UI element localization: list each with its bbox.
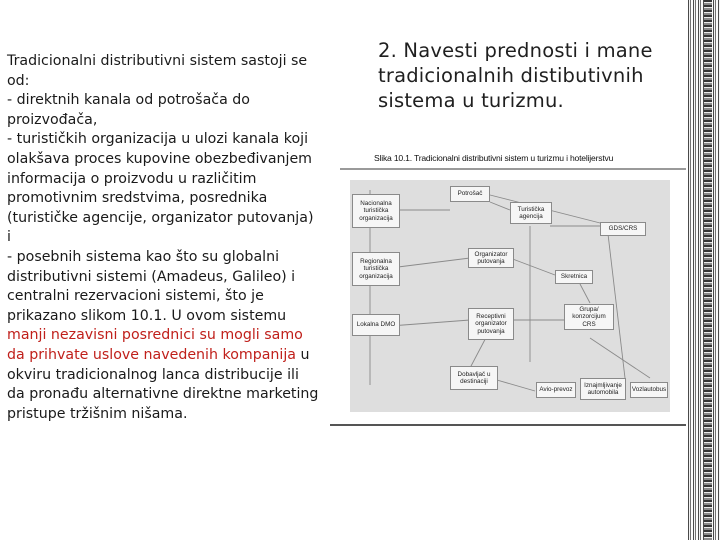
figure-caption: Slika 10.1. Tradicionalni distributivni sistem u turizmu i hotelijerstvu (374, 153, 614, 163)
slide-title: 2. Navesti prednosti i mane tradicionalnih distibutivnih sistema u turizmu. (378, 39, 653, 112)
box-iznajmljivanje: Iznajmljivanje automobila (580, 378, 626, 400)
box-vozlatobus: Vozlautobus (630, 382, 668, 398)
decorative-right-border-inner (704, 0, 712, 540)
connector-organizator-skretnica (510, 258, 555, 275)
box-turisticka-agencija: Turistička agencija (510, 202, 552, 224)
paragraph-tourist-orgs: - turističkih organizacija u ulozi kanala koji olakšava proces kupovine obezbeđivanjem informacija o proizvodu u različitim promotivnim sredstvima, posrednika (turističke agencije, organizator putovanja) i (7, 131, 314, 246)
box-dobavljac: Dobavljač u destinaciji (450, 366, 498, 390)
connector-regionalna-organizator (390, 258, 470, 268)
box-nacionalna: Nacionalna turistička organizacija (352, 194, 400, 228)
decorative-right-border (688, 0, 720, 540)
connector-grupa-vozlatobus (590, 338, 650, 378)
paragraph-direct-channels: - direktnih kanala od potrošača do proizvođača, (7, 92, 250, 128)
body-text (7, 52, 319, 424)
connector-lokalna-receptivni (390, 320, 470, 326)
diagram-panel (350, 180, 670, 412)
box-lokalna: Lokalna DMO (352, 314, 400, 336)
paragraph-intro: Tradicionalni distributivni sistem sastoji se od: (7, 53, 308, 89)
paragraph-special-systems-end: u okviru tradicionalnog lanca distribucije ili da pronađu alternativne direktne marketing pristupe tržišnim nišama. (7, 346, 319, 422)
box-regionalna: Regionalna turistička organizacija (352, 252, 400, 286)
box-avio: Avio-prevoz (536, 382, 576, 398)
highlighted-text: manji nezavisni posrednici su mogli samo da prihvate uslove navedenih kompanija (7, 327, 303, 363)
paragraph-special-systems (7, 248, 319, 424)
box-receptivni: Receptivni organizator putovanja (468, 308, 514, 340)
figure-top-rule (340, 168, 686, 170)
box-gds: GDS/CRS (600, 222, 646, 236)
box-skretnica: Skretnica (555, 270, 593, 284)
paragraph-special-systems-start: - posebnih sistema kao što su globalni distributivni sistemi (Amadeus, Galileo) i centralni rezervacioni sistemi, što je prikazano slikom 10.1. U ovom sistemu (7, 248, 296, 324)
box-grupa: Grupa/ konzorcijum CRS (564, 304, 614, 330)
connector-potrosac-agencija (490, 202, 510, 210)
box-organizator: Organizator putovanja (468, 248, 514, 268)
figure-bottom-rule (330, 424, 686, 426)
box-potrosac: Potrošač (450, 186, 490, 202)
distribution-figure (330, 146, 686, 426)
connector-skretnica-grupa (580, 284, 590, 303)
